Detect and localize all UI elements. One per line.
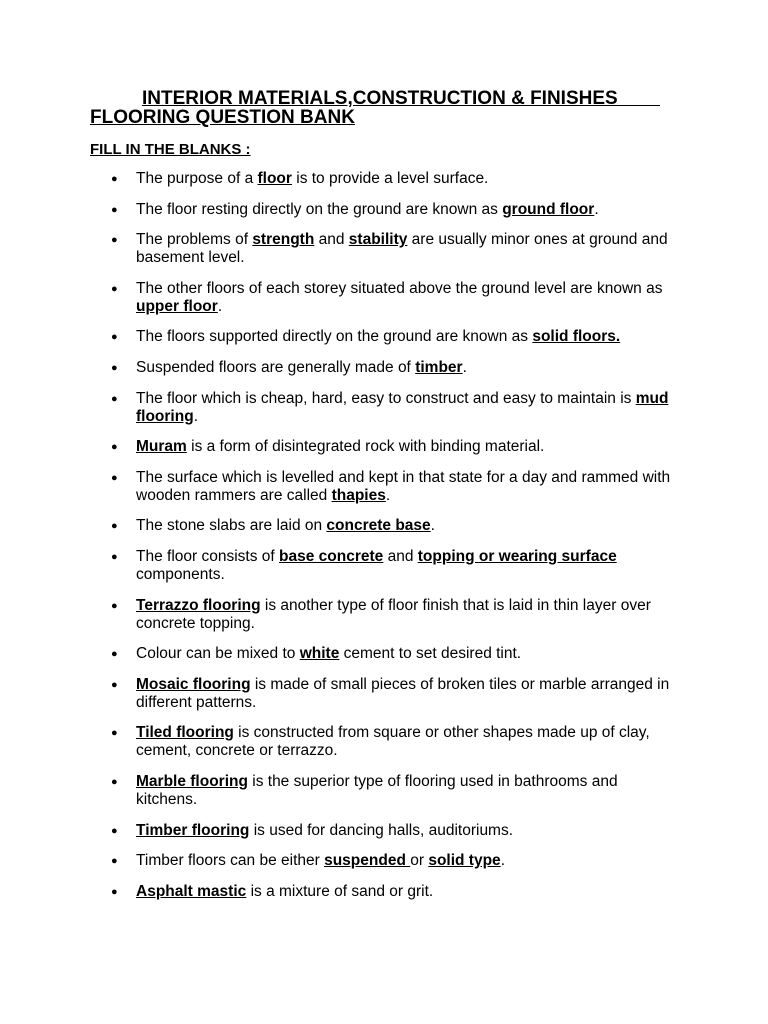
answer-text: timber (415, 358, 463, 376)
list-item (0, 645, 768, 663)
question-text: is made of small pieces of broken tiles or marble arranged in different patterns. (136, 675, 670, 711)
answer-text: concrete base (326, 517, 431, 535)
question-text: Colour can be mixed to (136, 645, 300, 663)
question-text: . (500, 852, 505, 870)
question-text: The stone slabs are laid on (136, 517, 327, 535)
list-item (0, 469, 768, 505)
answer-text: Asphalt mastic (136, 882, 247, 900)
list-item (0, 773, 768, 809)
question-text: The purpose of a (136, 170, 258, 187)
list-item (0, 676, 768, 712)
question-text: is the superior type of flooring used in bathrooms and kitchens. (136, 772, 618, 808)
question-list (0, 170, 768, 913)
answer-text: mud flooring (136, 389, 669, 425)
answer-text: Tiled flooring (136, 724, 234, 742)
question-text: The surface which is levelled and kept in that state for a day and rammed with wooden rammers are called (136, 468, 671, 504)
question-text: is used for dancing halls, auditoriums. (249, 821, 514, 839)
question-text: cement to set desired tint. (339, 645, 522, 663)
question-text: is a mixture of sand or grit. (246, 882, 434, 900)
question-text: . (193, 407, 198, 425)
answer-text: thapies (331, 486, 386, 504)
answer-text: Marble flooring (136, 772, 248, 790)
question-text: is a form of disintegrated rock with binding material. (186, 438, 545, 456)
answer-text: stability (348, 231, 408, 249)
list-item (0, 517, 768, 535)
answer-text: topping or wearing surface (417, 547, 617, 565)
question-text: . (462, 358, 467, 376)
answer-text: suspended (324, 852, 411, 870)
answer-text: floor (257, 170, 292, 187)
answer-text: upper floor (136, 297, 218, 315)
question-text: is another type of floor finish that is laid in thin layer over concrete topping. (136, 596, 651, 632)
question-text: and (314, 231, 349, 249)
list-item (0, 597, 768, 633)
list-item (0, 328, 768, 346)
answer-text: Timber flooring (136, 821, 250, 839)
list-item (0, 280, 768, 316)
question-text: . (430, 517, 435, 535)
document-subtitle: FLOORING QUESTION BANK (90, 107, 355, 128)
answer-text: base concrete (279, 547, 384, 565)
list-item (0, 883, 768, 901)
question-text: is to provide a level surface. (291, 170, 489, 187)
question-text: The floors supported directly on the ground are known as (136, 328, 533, 346)
answer-text: Muram (136, 438, 187, 456)
list-item (0, 201, 768, 219)
question-text: Suspended floors are generally made of (136, 358, 416, 376)
question-text: The other floors of each storey situated above the ground level are known as (136, 279, 663, 297)
question-text: The floor which is cheap, hard, easy to construct and easy to maintain is (136, 389, 636, 407)
list-item (0, 724, 768, 760)
document-title: INTERIOR MATERIALS,CONSTRUCTION & FINISHES (142, 88, 660, 109)
list-item (0, 231, 768, 267)
list-item (0, 438, 768, 456)
answer-text: ground floor (502, 200, 595, 218)
question-text: are usually minor ones at ground and basement level. (136, 231, 668, 267)
question-text: . (385, 486, 391, 504)
question-text: . (594, 200, 599, 218)
list-item (0, 170, 768, 188)
section-heading: FILL IN THE BLANKS : (90, 141, 251, 158)
question-text: or (410, 852, 429, 870)
question-text: is constructed from square or other shapes made up of clay, cement, concrete or terrazzo. (136, 724, 650, 760)
question-text: The floor consists of (136, 547, 280, 565)
answer-text: white (299, 645, 340, 663)
answer-text: Mosaic flooring (136, 675, 251, 693)
question-text: The problems of (136, 231, 253, 249)
list-item (0, 359, 768, 377)
list-item (0, 390, 768, 426)
question-text: and (383, 547, 418, 565)
answer-text: Terrazzo flooring (136, 596, 261, 614)
answer-text: solid type (428, 852, 501, 870)
answer-text: strength (252, 231, 315, 249)
question-text: The floor resting directly on the ground are known as (136, 200, 503, 218)
question-text: components. (136, 565, 225, 583)
list-item (0, 548, 768, 584)
question-text: . (217, 297, 223, 315)
list-item (0, 822, 768, 840)
answer-text: solid floors. (532, 328, 621, 346)
question-text: Timber floors can be either (136, 852, 325, 870)
list-item (0, 852, 768, 870)
